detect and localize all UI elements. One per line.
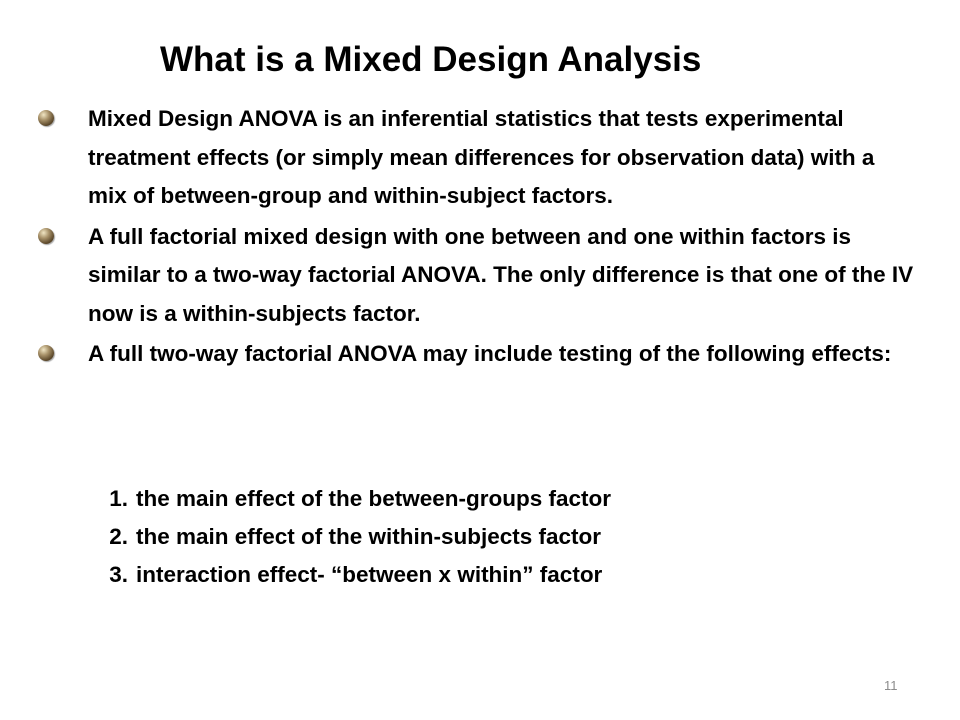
bullet-text: Mixed Design ANOVA is an inferential statistics that tests experimental treatment effects (or simply mean differences for observation data) with a mix of between-group and within-subject factors. [88, 106, 875, 208]
numbered-item [78, 518, 918, 556]
numbered-item [78, 480, 918, 518]
list-number: 2. [109, 524, 128, 549]
bullet-item [38, 335, 918, 374]
bullet-list [38, 100, 918, 376]
bullet-item [38, 218, 918, 334]
slide-title: What is a Mixed Design Analysis [160, 40, 702, 79]
numbered-item [78, 556, 918, 594]
bullet-text: A full factorial mixed design with one between and one within factors is similar to a two-way factorial ANOVA. The only difference is that one of the IV now is a within-subjects factor. [88, 223, 914, 326]
sphere-bullet-icon [38, 345, 54, 361]
numbered-text: the main effect of the between-groups factor [136, 486, 612, 511]
list-number: 1. [109, 486, 128, 511]
list-number: 3. [109, 562, 128, 587]
bullet-text: A full two-way factorial ANOVA may include testing of the following effects: [88, 341, 892, 366]
page-number: 11 [884, 678, 898, 693]
numbered-list [78, 480, 918, 594]
bullet-item [38, 100, 918, 216]
numbered-text: the main effect of the within-subjects factor [136, 524, 602, 549]
numbered-text: interaction effect- “between x within” factor [136, 562, 603, 587]
sphere-bullet-icon [38, 110, 54, 126]
sphere-bullet-icon [38, 228, 54, 244]
